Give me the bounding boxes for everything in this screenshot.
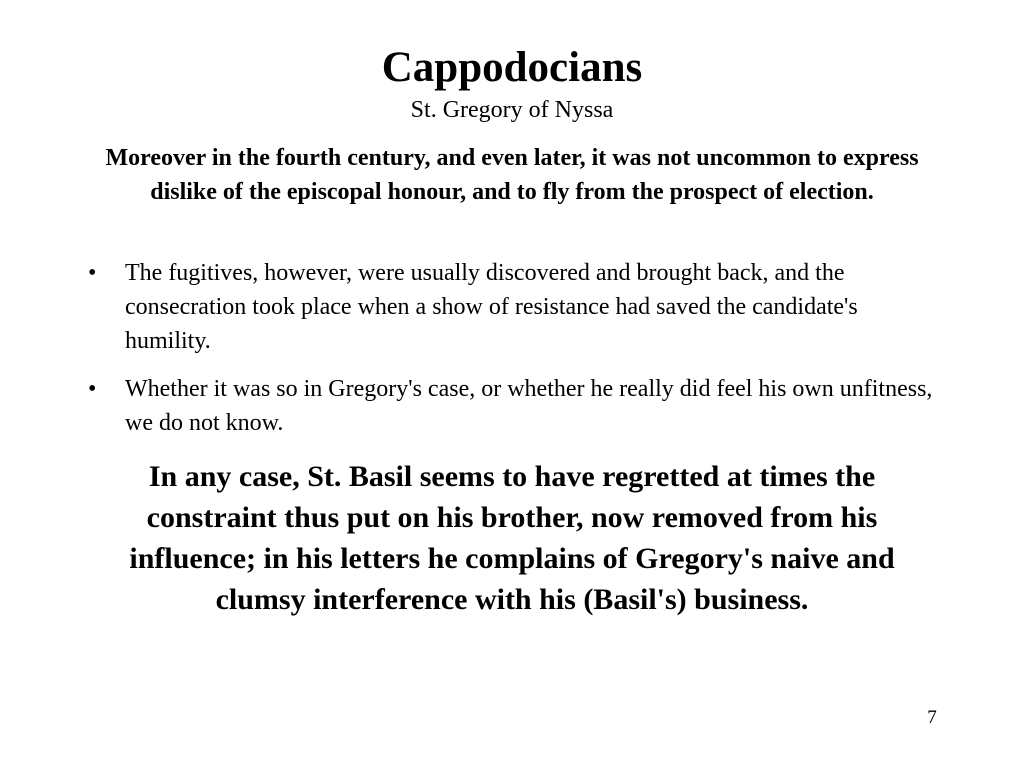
intro-paragraph: Moreover in the fourth century, and even later, it was not uncommon to express dislike of the episcopal honour, and to fly from the prospect of election. <box>105 145 919 205</box>
page-number: 7 <box>927 707 937 728</box>
bullet-text: Whether it was so in Gregory's case, or whether he really did feel his own unfitness, we do not know. <box>125 376 933 436</box>
bullet-list <box>84 256 944 454</box>
slide-subtitle: St. Gregory of Nyssa <box>410 97 614 123</box>
bullet-marker: • <box>88 376 97 402</box>
bullet-item <box>84 256 944 358</box>
slide-title: Cappodocians <box>381 44 643 91</box>
bullet-marker: • <box>88 260 97 286</box>
closing-paragraph: In any case, St. Basil seems to have regretted at times the constraint thus put on his brother, now removed from his influence; in his letters he complains of Gregory's naive and clumsy interference with his (Basil's) business. <box>129 460 895 616</box>
bullet-text: The fugitives, however, were usually discovered and brought back, and the consecration took place when a show of resistance had saved the candidate's humility. <box>125 260 858 354</box>
bullet-item <box>84 372 944 440</box>
